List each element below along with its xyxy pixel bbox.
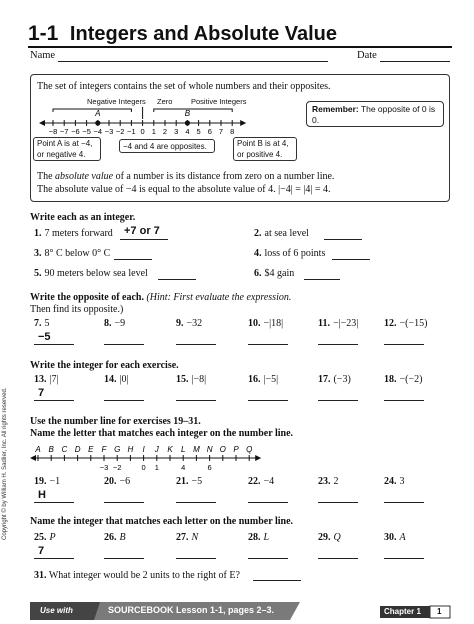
def-term: absolute value [55, 171, 114, 182]
sec2-item [248, 318, 283, 329]
sec1-heading: Write each as an integer. [30, 212, 136, 223]
item-number: 11. [318, 318, 330, 329]
item-expression: 5 [44, 318, 50, 329]
answer-line[interactable] [248, 558, 288, 559]
tick-label: −8 [48, 127, 58, 136]
item-number: 16. [248, 374, 261, 385]
sec2-item [104, 318, 125, 329]
answer-line[interactable] [248, 344, 288, 345]
tick-label: −5 [82, 127, 91, 136]
number-label: 6 [207, 463, 212, 472]
sec4-item [104, 476, 130, 487]
item-text: loss of 6 points [264, 248, 326, 259]
item-number: 13. [34, 374, 47, 385]
tick-label: 8 [230, 127, 235, 136]
sec4-item [248, 476, 274, 487]
callout-point-a: Point A is at −4, or negative 4. [33, 137, 101, 161]
item-number: 24. [384, 476, 397, 487]
letter-label: O [219, 445, 226, 454]
copyright-text: Copyright © by William H. Sadlier, Inc. All rights reserved. [2, 387, 8, 540]
item-expression: −1 [49, 476, 61, 487]
answer-line[interactable] [34, 502, 74, 503]
tick-label: −7 [59, 127, 69, 136]
letter-label: I [142, 445, 145, 454]
sec4-item [384, 476, 405, 487]
sec5-item [104, 532, 126, 543]
tick-label: −3 [104, 127, 114, 136]
number-line-marks [39, 107, 246, 136]
answer-line[interactable] [158, 279, 196, 280]
letter-label: Q [246, 445, 253, 454]
intro-box [30, 74, 450, 202]
item-text: 7 meters forward [44, 228, 113, 239]
answer-text: 7 [38, 545, 45, 557]
sec3-item [318, 374, 351, 385]
letter-label: C [61, 445, 68, 454]
chapter-label: Chapter 1 [384, 607, 421, 616]
letter-label: J [154, 445, 159, 454]
item-number: 25. [34, 532, 47, 543]
sec2-heading-bold: Write the opposite of each. [30, 292, 144, 303]
item-number: 8. [104, 318, 112, 329]
sec1-item [254, 268, 294, 279]
q31 [34, 570, 240, 581]
point-b-dot [185, 120, 190, 125]
item-number: 22. [248, 476, 261, 487]
point-a-dot [95, 120, 100, 125]
answer-line[interactable] [324, 239, 362, 240]
item-expression: B [119, 532, 126, 543]
item-expression: |0| [119, 374, 129, 385]
sourcebook-label: SOURCEBOOK Lesson 1-1, pages 2–3. [108, 605, 275, 615]
abs-def-line1 [37, 171, 334, 182]
sec2-hint: (Hint: First evaluate the expression. [146, 292, 292, 303]
item-number: 18. [384, 374, 397, 385]
item-number: 12. [384, 318, 397, 329]
page-title [28, 22, 337, 46]
sec2-item [34, 318, 50, 329]
tick-label: −2 [115, 127, 125, 136]
number-label: 1 [154, 463, 159, 472]
item-expression: −32 [186, 318, 203, 329]
sec5-heading: Name the integer that matches each letter on the number line. [30, 516, 294, 527]
letter-label: P [233, 445, 239, 454]
item-number: 10. [248, 318, 261, 329]
letter-line-marks [30, 445, 261, 472]
item-number: 7. [34, 318, 42, 329]
item-number: 3. [34, 248, 42, 259]
item-number: 19. [34, 476, 47, 487]
sec5-item [34, 532, 56, 543]
number-label: −3 [99, 463, 109, 472]
lesson-title: Integers and Absolute Value [69, 23, 338, 45]
remember-text: The opposite of 0 is 0. [312, 104, 436, 125]
answer-line[interactable] [304, 279, 340, 280]
answer-text: 7 [38, 387, 45, 399]
letter-label: H [127, 445, 134, 454]
item-expression: −6 [119, 476, 131, 487]
answer-text: +7 or 7 [124, 225, 160, 237]
page-number: 1 [437, 607, 442, 616]
callout-point-b: Point B is at 4, or positive 4. [233, 137, 297, 161]
tick-label: 6 [207, 127, 212, 136]
item-number: 17. [318, 374, 331, 385]
lesson-number: 1-1 [28, 22, 59, 45]
item-text: 8° C below 0° C [44, 248, 111, 259]
answer-line[interactable] [104, 400, 144, 401]
neg-bracket [53, 109, 131, 112]
sec5-item [176, 532, 198, 543]
letter-label: B [48, 445, 54, 454]
letter-label: N [206, 445, 213, 454]
sec5-item [384, 532, 406, 543]
item-expression: |−5| [263, 374, 279, 385]
sec1-item [34, 268, 148, 279]
item-expression: −|−23| [332, 318, 359, 329]
letter-number-line [30, 438, 280, 474]
letter-label: L [180, 445, 186, 454]
letter-label: D [74, 445, 81, 454]
number-label: 0 [141, 463, 146, 472]
sec1-item [254, 228, 309, 239]
sec5-item [318, 532, 341, 543]
title-rule [28, 46, 452, 48]
tick-label: 1 [151, 127, 156, 136]
remember-box [306, 101, 444, 127]
abs-def-line2: The absolute value of −4 is equal to the absolute value of 4. |−4| = |4| = 4. [37, 184, 331, 195]
tick-label: 5 [196, 127, 201, 136]
number-label: 4 [181, 463, 186, 472]
item-number: 15. [176, 374, 189, 385]
sec3-item [104, 374, 129, 385]
sec1-item [254, 248, 325, 259]
answer-line[interactable] [318, 344, 358, 345]
answer-line[interactable] [318, 558, 358, 559]
sec2-heading-line2: Then find its opposite.) [30, 304, 124, 315]
sec3-item [176, 374, 206, 385]
answer-line[interactable] [318, 400, 358, 401]
callout-opposites: −4 and 4 are opposites. [119, 139, 215, 153]
letter-label: G [114, 445, 121, 454]
arrow-left-icon [39, 120, 45, 126]
answer-line[interactable] [176, 400, 216, 401]
answer-line[interactable] [248, 502, 288, 503]
sec1-item [34, 228, 113, 239]
number-label: −2 [112, 463, 122, 472]
item-number: 4. [254, 248, 262, 259]
sec4-item [176, 476, 202, 487]
pos-integers-label: Positive Integers [191, 97, 247, 106]
item-expression: A [399, 532, 406, 543]
item-expression: (−3) [333, 374, 351, 385]
tick-label: −6 [71, 127, 80, 136]
neg-integers-label: Negative Integers [87, 97, 146, 106]
sec5-item [248, 532, 269, 543]
item-expression: 3 [399, 476, 405, 487]
item-number: 28. [248, 532, 261, 543]
sec4-item [34, 476, 60, 487]
sec3-item [34, 374, 59, 385]
sec2-item [176, 318, 202, 329]
def-pre: The [37, 171, 56, 182]
q31-answer-line[interactable] [253, 580, 301, 581]
answer-line[interactable] [248, 400, 288, 401]
answer-line[interactable] [120, 239, 168, 240]
item-text: 90 meters below sea level [44, 268, 148, 279]
tick-label: 0 [140, 127, 145, 136]
sec1-item [34, 248, 110, 259]
item-expression: |7| [49, 374, 59, 385]
item-expression: 2 [333, 476, 339, 487]
item-number: 2. [254, 228, 262, 239]
item-expression: −|18| [263, 318, 284, 329]
pos-bracket [154, 109, 232, 112]
tick-label: −4 [93, 127, 103, 136]
answer-line[interactable] [104, 344, 144, 345]
answer-line[interactable] [384, 400, 424, 401]
answer-line[interactable] [104, 558, 144, 559]
item-expression: |−8| [191, 374, 207, 385]
item-number: 5. [34, 268, 42, 279]
item-expression: Q [333, 532, 341, 543]
answer-line[interactable] [114, 259, 152, 260]
footer [0, 598, 474, 624]
item-number: 23. [318, 476, 331, 487]
answer-line[interactable] [176, 344, 216, 345]
arrow-right-icon [240, 120, 246, 126]
item-expression: −5 [191, 476, 203, 487]
item-number: 14. [104, 374, 117, 385]
q31-text: What integer would be 2 units to the right of E? [48, 570, 240, 581]
item-number: 1. [34, 228, 42, 239]
item-text: $4 gain [264, 268, 295, 279]
answer-line[interactable] [34, 344, 74, 345]
answer-text: −5 [38, 331, 51, 343]
item-number: 26. [104, 532, 117, 543]
use-with-label: Use with [40, 606, 73, 615]
item-number: 20. [104, 476, 117, 487]
sec4-heading1: Use the number line for exercises 19–31. [30, 416, 201, 427]
answer-line[interactable] [384, 558, 424, 559]
letter-label: K [167, 445, 173, 454]
item-expression: N [191, 532, 199, 543]
sec2-item [318, 318, 358, 329]
item-expression: −(−15) [399, 318, 428, 329]
sec3-item [248, 374, 278, 385]
q31-number: 31. [34, 570, 47, 581]
zero-label: Zero [157, 97, 173, 106]
answer-line[interactable] [384, 502, 424, 503]
item-text: at sea level [264, 228, 309, 239]
item-number: 30. [384, 532, 397, 543]
sec3-item [384, 374, 422, 385]
def-post: of a number is its distance from zero on a number line. [113, 171, 335, 182]
date-label: Date [357, 50, 377, 61]
tick-label: −1 [127, 127, 136, 136]
sec4-item [318, 476, 339, 487]
item-number: 9. [176, 318, 184, 329]
tick-label: 3 [174, 127, 179, 136]
intro-text: The set of integers contains the set of whole numbers and their opposites. [37, 81, 331, 92]
letter-label: F [101, 445, 107, 454]
sec2-item [384, 318, 427, 329]
tick-label: 4 [185, 127, 190, 136]
tick-label: 7 [218, 127, 224, 136]
sec2-heading [30, 292, 291, 303]
item-number: 27. [176, 532, 189, 543]
arrow-left-icon [30, 455, 36, 461]
item-expression: −4 [263, 476, 275, 487]
answer-line[interactable] [34, 400, 74, 401]
item-number: 29. [318, 532, 331, 543]
letter-label: A [35, 445, 41, 454]
sec3-heading: Write the integer for each exercise. [30, 360, 179, 371]
letter-label: M [193, 445, 200, 454]
answer-line[interactable] [332, 259, 370, 260]
answer-line[interactable] [318, 502, 358, 503]
tick-label: 2 [162, 127, 168, 136]
answer-line[interactable] [176, 502, 216, 503]
remember-bold: Remember: [312, 104, 359, 114]
letter-label: E [88, 445, 94, 454]
item-expression: P [49, 532, 56, 543]
answer-line[interactable] [384, 344, 424, 345]
item-expression: −9 [114, 318, 126, 329]
point-b-label: B [184, 109, 191, 118]
item-expression: L [263, 532, 270, 543]
answer-line[interactable] [34, 558, 74, 559]
name-label: Name [30, 50, 56, 61]
answer-line[interactable] [104, 502, 144, 503]
point-a-label: A [95, 109, 101, 118]
date-field[interactable] [380, 61, 450, 62]
item-number: 6. [254, 268, 262, 279]
item-expression: −(−2) [399, 374, 423, 385]
answer-line[interactable] [176, 558, 216, 559]
sec4-heading2: Name the letter that matches each integer on the number line. [30, 428, 294, 439]
answer-text: H [38, 489, 46, 501]
item-number: 21. [176, 476, 189, 487]
name-field[interactable] [58, 61, 328, 62]
arrow-right-icon [255, 455, 261, 461]
